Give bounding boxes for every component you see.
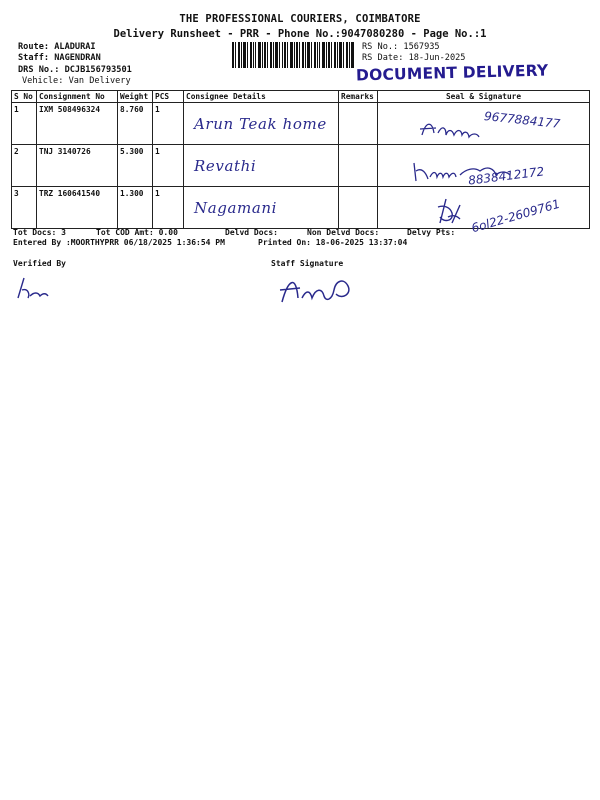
row-consignee (184, 145, 339, 187)
row-pcs: 1 (153, 103, 184, 145)
col-pcs: PCS (153, 91, 184, 103)
row-remarks (339, 103, 378, 145)
verifier-signature (14, 272, 54, 302)
delivery-points: Delvy Pts: (407, 228, 456, 237)
company-title: THE PROFESSIONAL COURIERS, COIMBATORE (179, 13, 421, 25)
vehicle-label: Vehicle: Van Delivery (22, 76, 131, 86)
staff-signature (278, 268, 368, 308)
row-signature (378, 145, 590, 187)
col-consignee: Consignee Details (184, 91, 339, 103)
col-seal-signature: Seal & Signature (378, 91, 590, 103)
col-weight: Weight (118, 91, 153, 103)
delivered-docs: Delvd Docs: (225, 228, 278, 237)
row-weight: 1.300 (118, 187, 153, 229)
staff-signature-label: Staff Signature (271, 259, 344, 268)
recipient-phone: 6ol22-2609761 (469, 196, 562, 236)
recipient-phone: 8838412172 (467, 164, 545, 188)
table-header-row (12, 91, 590, 103)
row-sno: 3 (12, 187, 37, 229)
row-consignment: IXM 508496324 (37, 103, 118, 145)
recipient-signature-1 (418, 117, 488, 143)
total-docs: Tot Docs: 3 (13, 228, 66, 237)
row-consignee (184, 187, 339, 229)
rs-number: RS No.: 1567935 (362, 42, 440, 52)
document-delivery-stamp: DOCUMENT DELIVERY (355, 61, 549, 85)
consignee-handwriting: Arun Teak home (194, 115, 327, 133)
table-row (12, 103, 590, 145)
total-cod-amount: Tot COD Amt: 0.00 (96, 228, 178, 237)
printed-on: Printed On: 18-06-2025 13:37:04 (258, 238, 408, 247)
row-remarks (339, 145, 378, 187)
row-pcs: 1 (153, 145, 184, 187)
row-remarks (339, 187, 378, 229)
row-consignment: TNJ 3140726 (37, 145, 118, 187)
runsheet-subtitle: Delivery Runsheet - PRR - Phone No.:9047080280 - Page No.:1 (113, 28, 487, 40)
entered-by: Entered By :MOORTHYPRR 06/18/2025 1:36:54 PM (13, 238, 225, 247)
row-consignment: TRZ 160641540 (37, 187, 118, 229)
table-row (12, 145, 590, 187)
row-signature (378, 103, 590, 145)
staff-label: Staff: NAGENDRAN (18, 53, 101, 63)
row-pcs: 1 (153, 187, 184, 229)
row-weight: 5.300 (118, 145, 153, 187)
col-consignment: Consignment No (37, 91, 118, 103)
row-sno: 2 (12, 145, 37, 187)
col-remarks: Remarks (339, 91, 378, 103)
row-sno: 1 (12, 103, 37, 145)
consignee-handwriting: Nagamani (194, 199, 278, 217)
recipient-signature-3 (434, 193, 474, 227)
recipient-phone: 9677884177 (483, 109, 561, 131)
table-row (12, 187, 590, 229)
consignee-handwriting: Revathi (194, 157, 257, 175)
drs-number: DRS No.: DCJB156793501 (18, 65, 132, 75)
row-weight: 8.760 (118, 103, 153, 145)
barcode-image (232, 42, 354, 68)
route-label: Route: ALADURAI (18, 42, 96, 52)
row-consignee (184, 103, 339, 145)
non-delivered-docs: Non Delvd Docs: (307, 228, 380, 237)
rs-date: RS Date: 18-Jun-2025 (362, 53, 466, 63)
col-sno: S No (12, 91, 37, 103)
verified-by-label: Verified By (13, 259, 66, 268)
